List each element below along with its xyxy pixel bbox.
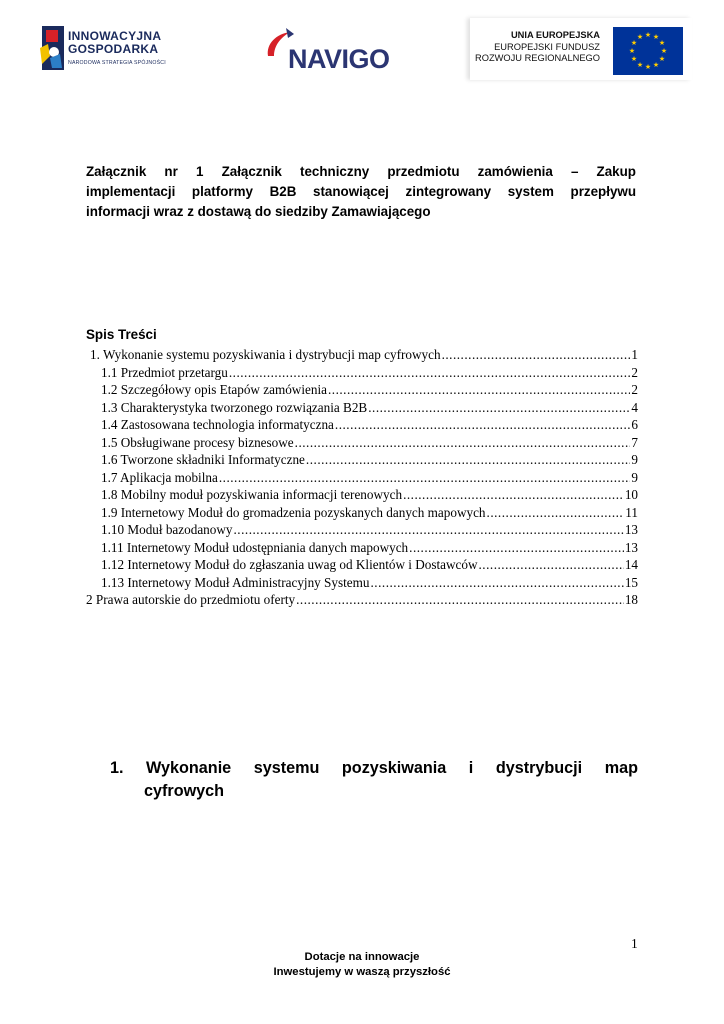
eu-logo-box — [470, 18, 692, 80]
ig-title-line2: GOSPODARKA — [68, 42, 159, 56]
toc-leader-dots — [487, 504, 625, 522]
toc-entry-label: 1.9 Internetowy Moduł do gromadzenia pozyskanych danych mapowych — [101, 504, 486, 520]
section-number: 1. — [110, 759, 124, 777]
toc-entry-page: 1 — [631, 347, 638, 362]
section-heading-word: i — [468, 759, 474, 777]
toc-entry[interactable] — [86, 521, 638, 539]
toc-entry-page: 18 — [624, 592, 638, 607]
footer-line1: Dotacje na innowacje — [304, 951, 420, 963]
section-heading-line2: cyfrowych — [144, 782, 225, 800]
section-heading-word: Wykonanie — [146, 759, 232, 777]
toc-entry-label: 1.5 Obsługiwane procesy biznesowe — [101, 434, 294, 450]
toc-entry-label: 1.1 Przedmiot przetargu — [101, 364, 228, 380]
toc-entry-label: 1.7 Aplikacja mobilna — [101, 469, 218, 485]
toc-leader-dots — [371, 574, 624, 592]
section-heading-word: pozyskiwania — [341, 759, 447, 777]
toc-entry-page: 11 — [625, 504, 638, 520]
toc-entry-label: 1.6 Tworzone składniki Informatyczne — [101, 452, 305, 467]
title-line-1: Załącznik nr 1 Załącznik techniczny przedmiotu zamówienia – Zakup — [86, 164, 636, 179]
svg-text:★: ★ — [628, 47, 636, 55]
toc-entry-page: 14 — [624, 557, 638, 572]
svg-text:★: ★ — [660, 47, 668, 55]
svg-text:★: ★ — [644, 31, 652, 39]
toc-entry[interactable] — [86, 574, 638, 592]
navigo-logo — [258, 22, 413, 74]
title-line-3: informacji wraz z dostawą do siedziby Zamawiającego — [86, 204, 431, 219]
svg-text:★: ★ — [630, 55, 638, 63]
toc-entry-label: 1.3 Charakterystyka tworzonego rozwiązania B2B — [101, 399, 368, 415]
svg-text:★: ★ — [636, 33, 644, 41]
toc-entry[interactable] — [86, 591, 638, 609]
toc-leader-dots — [479, 556, 624, 574]
toc-entry-page: 9 — [631, 469, 638, 485]
toc-entry[interactable] — [86, 416, 638, 434]
toc-leader-dots — [295, 434, 631, 452]
toc-entry[interactable] — [86, 469, 638, 487]
svg-text:★: ★ — [652, 33, 660, 41]
toc-entry-page: 13 — [624, 522, 638, 537]
innowacyjna-gospodarka-logo — [38, 22, 188, 74]
eu-text-line1: UNIA EUROPEJSKA — [510, 30, 600, 40]
page-header — [0, 0, 724, 100]
section-heading-line1 — [110, 757, 638, 780]
svg-text:★: ★ — [658, 39, 666, 47]
toc-entry-page: 10 — [624, 487, 638, 502]
svg-text:★: ★ — [644, 63, 652, 71]
eu-text — [475, 30, 600, 65]
toc-entry[interactable] — [86, 434, 638, 452]
toc-entry[interactable] — [86, 486, 638, 504]
ig-emblem-icon — [38, 24, 66, 74]
section-heading-word: dystrybucji — [495, 759, 583, 777]
table-of-contents — [86, 346, 638, 609]
toc-entry-page: 7 — [631, 434, 638, 450]
toc-entry[interactable] — [86, 399, 638, 417]
title-line-2: implementacji platformy B2B stanowiącej zintegrowany system przepływu — [86, 184, 636, 199]
toc-leader-dots — [219, 469, 631, 487]
toc-entry[interactable] — [86, 381, 638, 399]
section-heading-word: map — [604, 759, 638, 777]
svg-text:★: ★ — [636, 61, 644, 69]
section-heading-word: systemu — [253, 759, 320, 777]
toc-entry-label: 1.4 Zastosowana technologia informatyczna — [101, 417, 334, 432]
eu-text-line3: ROZWOJU REGIONALNEGO — [475, 53, 600, 63]
page-footer — [0, 950, 724, 980]
toc-entry-label: 2 Prawa autorskie do przedmiotu oferty — [86, 592, 296, 607]
eu-text-line2: EUROPEJSKI FUNDUSZ — [494, 41, 600, 52]
toc-heading: Spis Treści — [86, 327, 157, 342]
toc-leader-dots — [306, 451, 630, 469]
document-title — [86, 162, 636, 222]
navigo-wordmark: NAVIGO — [288, 44, 390, 74]
svg-text:★: ★ — [658, 55, 666, 63]
toc-entry-page: 2 — [631, 382, 638, 397]
footer-line2: Inwestujemy w waszą przyszłość — [273, 966, 451, 978]
page-number: 1 — [631, 936, 638, 951]
toc-leader-dots — [335, 416, 631, 434]
toc-entry-page: 6 — [631, 417, 638, 432]
toc-leader-dots — [234, 521, 624, 539]
toc-entry-label: 1.13 Internetowy Moduł Administracyjny Systemu — [101, 574, 370, 590]
toc-entry-label: 1. Wykonanie systemu pozyskiwania i dystrybucji map cyfrowych — [90, 347, 441, 362]
section-heading — [110, 757, 638, 803]
toc-leader-dots — [403, 486, 624, 504]
toc-leader-dots — [442, 346, 631, 364]
toc-entry-page: 4 — [631, 399, 638, 415]
toc-entry-label: 1.11 Internetowy Moduł udostępniania danych mapowych — [101, 539, 409, 555]
toc-leader-dots — [409, 539, 624, 557]
toc-leader-dots — [296, 591, 624, 609]
toc-entry[interactable] — [86, 539, 638, 557]
toc-entry-page: 2 — [631, 364, 638, 380]
toc-leader-dots — [229, 364, 631, 382]
toc-entry[interactable] — [86, 451, 638, 469]
toc-entry-label: 1.2 Szczegółowy opis Etapów zamówienia — [101, 382, 327, 397]
toc-entry[interactable] — [86, 364, 638, 382]
ig-subtitle: NARODOWA STRATEGIA SPÓJNOŚCI — [68, 60, 166, 66]
svg-text:★: ★ — [652, 61, 660, 69]
eu-flag-icon — [613, 27, 683, 75]
toc-entry[interactable] — [86, 504, 638, 522]
toc-entry-page: 13 — [624, 539, 638, 555]
toc-leader-dots — [368, 399, 630, 417]
ig-title-line1: INNOWACYJNA — [68, 29, 162, 43]
toc-entry[interactable] — [86, 556, 638, 574]
toc-entry-label: 1.8 Mobilny moduł pozyskiwania informacji terenowych — [101, 487, 403, 502]
toc-entry-page: 9 — [631, 452, 638, 467]
toc-entry-label: 1.10 Moduł bazodanowy — [101, 522, 233, 537]
svg-text:★: ★ — [630, 39, 638, 47]
toc-entry-page: 15 — [624, 574, 638, 590]
toc-entry-label: 1.12 Internetowy Moduł do zgłaszania uwag od Klientów i Dostawców — [101, 557, 478, 572]
ig-title — [68, 30, 161, 56]
toc-entry[interactable] — [86, 346, 638, 364]
toc-leader-dots — [328, 381, 630, 399]
